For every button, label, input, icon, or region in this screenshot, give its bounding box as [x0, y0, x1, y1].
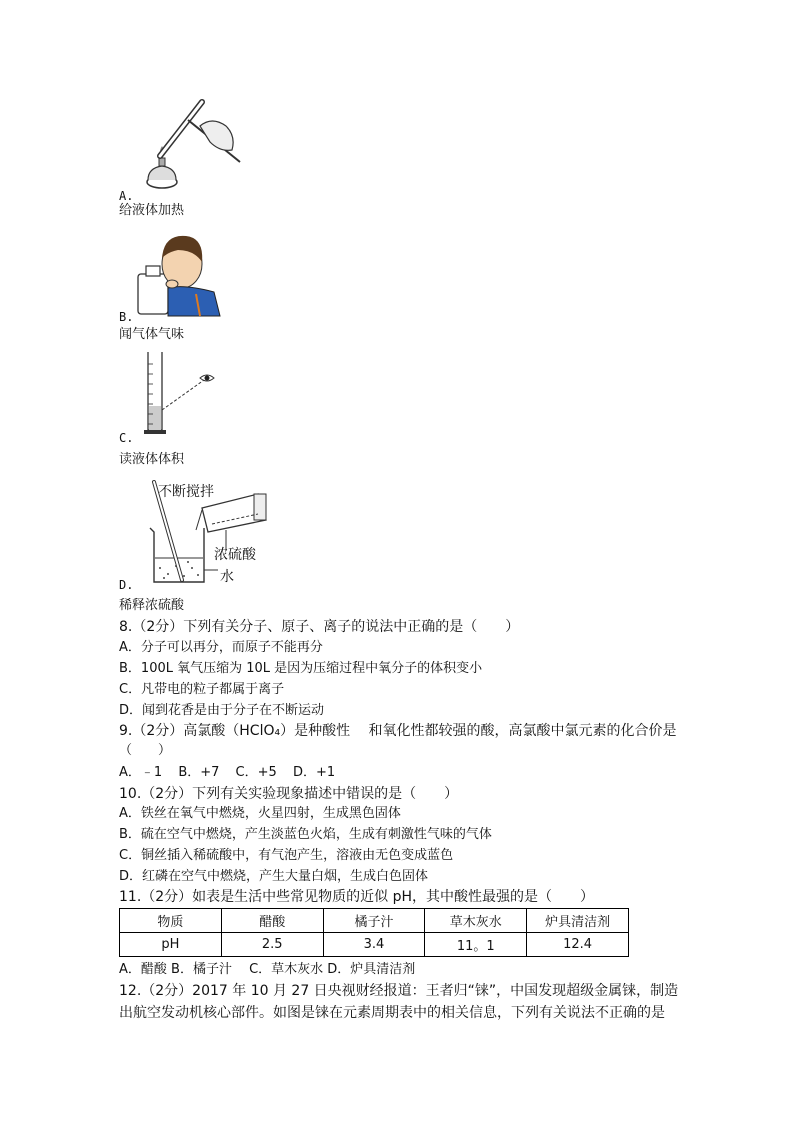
- option-b-caption: 闻气体气味: [119, 327, 185, 342]
- q9-stem: 9.（2分）高氯酸（HClO₄）是种酸性 和氧化性都较强的酸，高氯酸中氯元素的化合价是: [119, 723, 677, 739]
- option-b-letter: B.: [119, 310, 134, 324]
- ph-table-value-row: [120, 933, 629, 957]
- ph-table-cell: 2.5: [221, 933, 323, 957]
- q8-stem: 8.（2分）下列有关分子、原子、离子的说法中正确的是（ ）: [119, 619, 520, 635]
- q8-option-c: C．凡带电的粒子都属于离子: [119, 682, 285, 697]
- q10-option-d: D．红磷在空气中燃烧，产生大量白烟，生成白色固体: [119, 869, 429, 884]
- q8-option-b: B．100L 氧气压缩为 10L 是因为压缩过程中氧分子的体积变小: [119, 661, 483, 676]
- option-c-caption: 读液体体积: [119, 452, 185, 467]
- option-a-caption: 给液体加热: [119, 203, 185, 218]
- ph-table-header-cell: 炉具清洁剂: [527, 909, 629, 933]
- q12-line-1: 12.（2分）2017 年 10 月 27 日央视财经报道：王者归“铼”，中国发现超级金属铼，制造: [119, 983, 679, 999]
- stir-label: 不断搅拌: [158, 484, 214, 500]
- q10-option-b: B．硫在空气中燃烧，产生淡蓝色火焰，生成有刺激性气味的气体: [119, 827, 492, 842]
- ph-table-cell: pH: [120, 933, 222, 957]
- ph-table-header-cell: 橘子汁: [323, 909, 425, 933]
- option-d-letter: D.: [119, 578, 134, 592]
- q8-option-a: A．分子可以再分，而原子不能再分: [119, 640, 323, 655]
- ph-table-header-cell: 物质: [120, 909, 222, 933]
- q11-stem: 11.（2分）如表是生活中些常见物质的近似 pH，其中酸性最强的是（ ）: [119, 889, 595, 905]
- q11-options: A．醋酸 B．橘子汁 C．草木灰水 D．炉具清洁剂: [119, 962, 416, 977]
- option-c-letter: C.: [119, 431, 134, 445]
- q9-option-c: C．+5: [235, 765, 277, 780]
- acid-label: 浓硫酸: [214, 547, 256, 563]
- q9-stem-continued: （ ）: [119, 743, 172, 758]
- q12-line-2: 出航空发动机核心部件。如图是铼在元素周期表中的相关信息，下列有关说法不正确的是: [119, 1005, 665, 1021]
- option-a-letter: A.: [119, 189, 134, 203]
- ph-table-header-row: [120, 909, 629, 933]
- ph-table-header-cell: 醋酸: [221, 909, 323, 933]
- q9-option-a: A．﹣1: [119, 765, 163, 780]
- q9-option-d: D．+1: [292, 765, 336, 780]
- water-label: 水: [220, 569, 234, 585]
- ph-table-header-cell: 草木灰水: [425, 909, 527, 933]
- option-d-caption: 稀释浓硫酸: [119, 598, 185, 613]
- reading-volume-figure: [140, 350, 225, 440]
- smelling-gas-figure: [134, 228, 224, 316]
- ph-table-cell: 12.4: [527, 933, 629, 957]
- q10-stem: 10.（2分）下列有关实验现象描述中错误的是（ ）: [119, 786, 459, 802]
- heating-liquid-figure: [140, 96, 245, 191]
- q8-option-d: D．闻到花香是由于分子在不断运动: [119, 703, 325, 718]
- ph-table-cell: 11。1: [425, 933, 527, 957]
- q10-option-a: A．铁丝在氧气中燃烧，火星四射，生成黑色固体: [119, 806, 401, 821]
- ph-table: [119, 908, 629, 957]
- q9-options: [119, 765, 347, 781]
- q10-option-c: C．铜丝插入稀硫酸中，有气泡产生，溶液由无色变成蓝色: [119, 848, 454, 863]
- q9-option-b: B．+7: [178, 765, 220, 780]
- ph-table-cell: 3.4: [323, 933, 425, 957]
